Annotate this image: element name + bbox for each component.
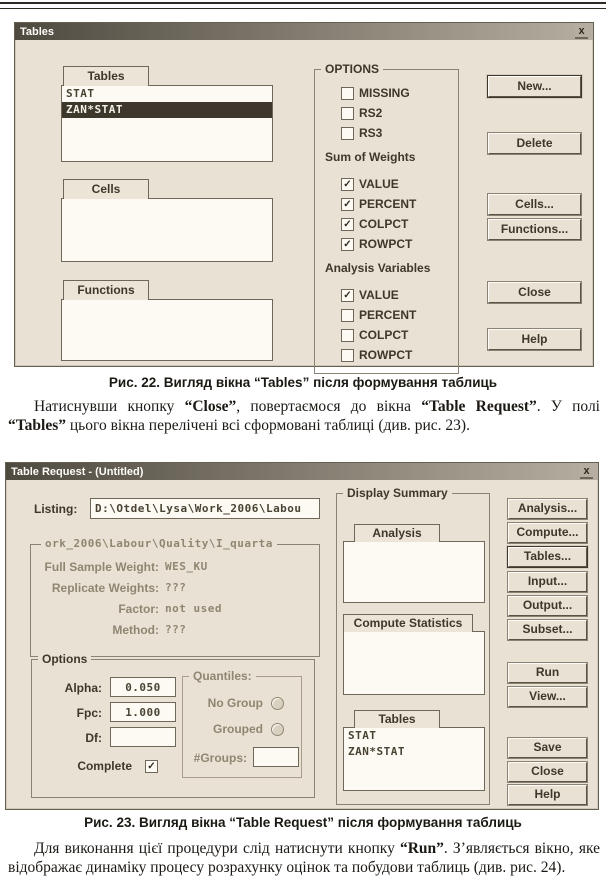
checkbox-icon[interactable] [341,349,354,362]
checkbox-missing[interactable] [341,83,458,103]
sample-path-label: ork_2006\Labour\Quality\I_quarta [41,537,277,550]
output-button[interactable]: Output... [508,596,587,616]
table-request-dialog [5,462,599,810]
close-icon[interactable]: x [575,25,588,39]
checkbox-sow-rowpct[interactable] [341,234,458,254]
checkbox-label: RS3 [359,126,383,140]
functions-listbox[interactable] [61,299,273,361]
run-button[interactable]: Run [508,663,587,683]
analysis-variables-heading: Analysis Variables [325,261,431,275]
checkbox-label: COLPCT [359,217,409,231]
tab-compute-statistics[interactable]: Compute Statistics [343,614,473,632]
grouped-label: Grouped [213,722,263,736]
checkbox-sow-value[interactable] [341,174,458,194]
tables-listbox[interactable] [343,727,485,791]
figure-23-caption: Рис. 23. Вигляд вікна “Table Request” після формування таблиць [84,815,522,830]
display-summary-label: Display Summary [343,486,452,500]
checkbox-icon[interactable] [341,309,354,322]
listing-label: Listing: [34,502,78,516]
replicate-weights-label: Replicate Weights: [51,580,159,595]
checkbox-icon[interactable] [341,329,354,342]
options-group-label: OPTIONS [321,62,383,76]
list-item[interactable]: STAT [348,729,377,742]
tables-dialog-titlebar[interactable] [15,23,593,40]
help-button[interactable]: Help [488,329,581,350]
alpha-label: Alpha: [64,681,102,695]
checkbox-av-value[interactable] [341,285,458,305]
fpc-input[interactable]: 1.000 [110,702,176,722]
table-request-title: Table Request - (Untitled) [11,465,144,478]
compute-statistics-listbox[interactable] [343,631,485,695]
checkbox-label: PERCENT [359,308,417,322]
quantiles-group-label: Quantiles: [189,669,256,683]
list-item[interactable]: ZAN*STAT [348,745,405,758]
delete-button[interactable]: Delete [488,133,581,154]
groups-count-label: #Groups: [193,751,247,765]
checkbox-sow-colpct[interactable] [341,214,458,234]
factor-label: Factor: [118,601,159,616]
grouped-radio[interactable] [271,723,284,736]
df-label: Df: [85,731,102,745]
replicate-weights-value: ??? [165,581,187,594]
close-icon[interactable]: x [580,465,593,479]
checkbox-label: PERCENT [359,197,417,211]
sample-info-group [30,537,320,657]
tables-button[interactable]: Tables... [508,547,587,567]
tab-tables[interactable]: Tables [354,710,440,728]
checkbox-sow-percent[interactable] [341,194,458,214]
checkbox-icon[interactable]: ✓ [341,238,354,251]
paragraph-1: Натиснувши кнопку “Close”, повертаємося до вікна “Table Request”. У полі “Tables” цього вікна перелічені всі сформовані таблиці (див. рис. 23). [8,398,600,434]
groups-count-input[interactable] [253,747,299,767]
checkbox-label: ROWPCT [359,237,413,251]
tables-dialog-title: Tables [20,25,55,38]
checkbox-label: COLPCT [359,328,409,342]
options-group [314,62,459,374]
checkbox-av-percent[interactable] [341,305,458,325]
tables-listbox[interactable] [61,85,273,162]
factor-row [31,598,319,619]
checkbox-icon[interactable]: ✓ [341,198,354,211]
analysis-button[interactable]: Analysis... [508,499,587,519]
checkbox-icon[interactable]: ✓ [341,289,354,302]
no-group-label: No Group [207,696,263,710]
list-item[interactable]: STAT [66,87,95,100]
new-button[interactable]: New... [488,76,581,97]
checkbox-icon[interactable] [341,127,354,140]
checkbox-icon[interactable] [341,87,354,100]
method-row [31,619,319,640]
page-top-rule [0,2,606,9]
listing-input[interactable]: D:\Otdel\Lysa\Work_2006\Labou [90,498,320,519]
paragraph-2: Для виконання цієї процедури слід натиснути кнопку “Run”. З’являється вікно, яке відображає динаміку процесу розрахунку оцінок та побудови таблиць (див. рис. 24). [8,840,600,876]
checkbox-label: VALUE [359,288,399,302]
tab-analysis[interactable]: Analysis [354,524,440,542]
help-button[interactable]: Help [508,785,587,805]
checkbox-av-colpct[interactable] [341,325,458,345]
complete-label: Complete [77,759,132,773]
alpha-input[interactable]: 0.050 [110,677,176,697]
factor-value: not used [165,602,222,615]
cells-button[interactable]: Cells... [488,194,581,215]
checkbox-icon[interactable]: ✓ [341,218,354,231]
close-button[interactable]: Close [488,282,581,303]
checkbox-av-rowpct[interactable] [341,345,458,365]
input-button[interactable]: Input... [508,572,587,592]
complete-checkbox[interactable]: ✓ [145,760,158,773]
checkbox-icon[interactable] [341,107,354,120]
tables-dialog [14,22,594,367]
df-input[interactable] [110,727,176,747]
tab-tables[interactable]: Tables [63,66,149,86]
checkbox-rs2[interactable] [341,103,458,123]
options-group [31,652,315,798]
replicate-weights-row [31,577,319,598]
functions-button[interactable]: Functions... [488,219,581,240]
list-item-selected[interactable]: ZAN*STAT [62,102,272,118]
fpc-label: Fpc: [76,706,102,720]
no-group-radio[interactable] [271,697,284,710]
checkbox-icon[interactable]: ✓ [341,178,354,191]
method-value: ??? [165,623,187,636]
close-button[interactable]: Close [508,762,587,782]
checkbox-rs3[interactable] [341,123,458,143]
tab-cells[interactable]: Cells [63,179,149,199]
compute-button[interactable]: Compute... [508,523,587,543]
tab-functions[interactable]: Functions [63,280,149,300]
sum-of-weights-heading: Sum of Weights [325,150,416,164]
table-request-titlebar[interactable] [6,463,598,480]
cells-listbox[interactable] [61,198,273,262]
checkbox-label: MISSING [359,86,410,100]
full-sample-weight-value: WES_KU [165,560,208,573]
options-group-label: Options [38,652,91,666]
analysis-listbox[interactable] [343,541,485,603]
checkbox-label: RS2 [359,106,383,120]
checkbox-label: ROWPCT [359,348,413,362]
display-summary-group [336,486,490,805]
quantiles-group [182,669,302,778]
save-button[interactable]: Save [508,738,587,758]
figure-22-caption: Рис. 22. Вигляд вікна “Tables” після формування таблиць [108,375,498,390]
full-sample-weight-row [31,556,319,577]
view-button[interactable]: View... [508,687,587,707]
full-sample-weight-label: Full Sample Weight: [44,559,159,574]
method-label: Method: [112,622,159,637]
checkbox-label: VALUE [359,177,399,191]
subset-button[interactable]: Subset... [508,620,587,640]
